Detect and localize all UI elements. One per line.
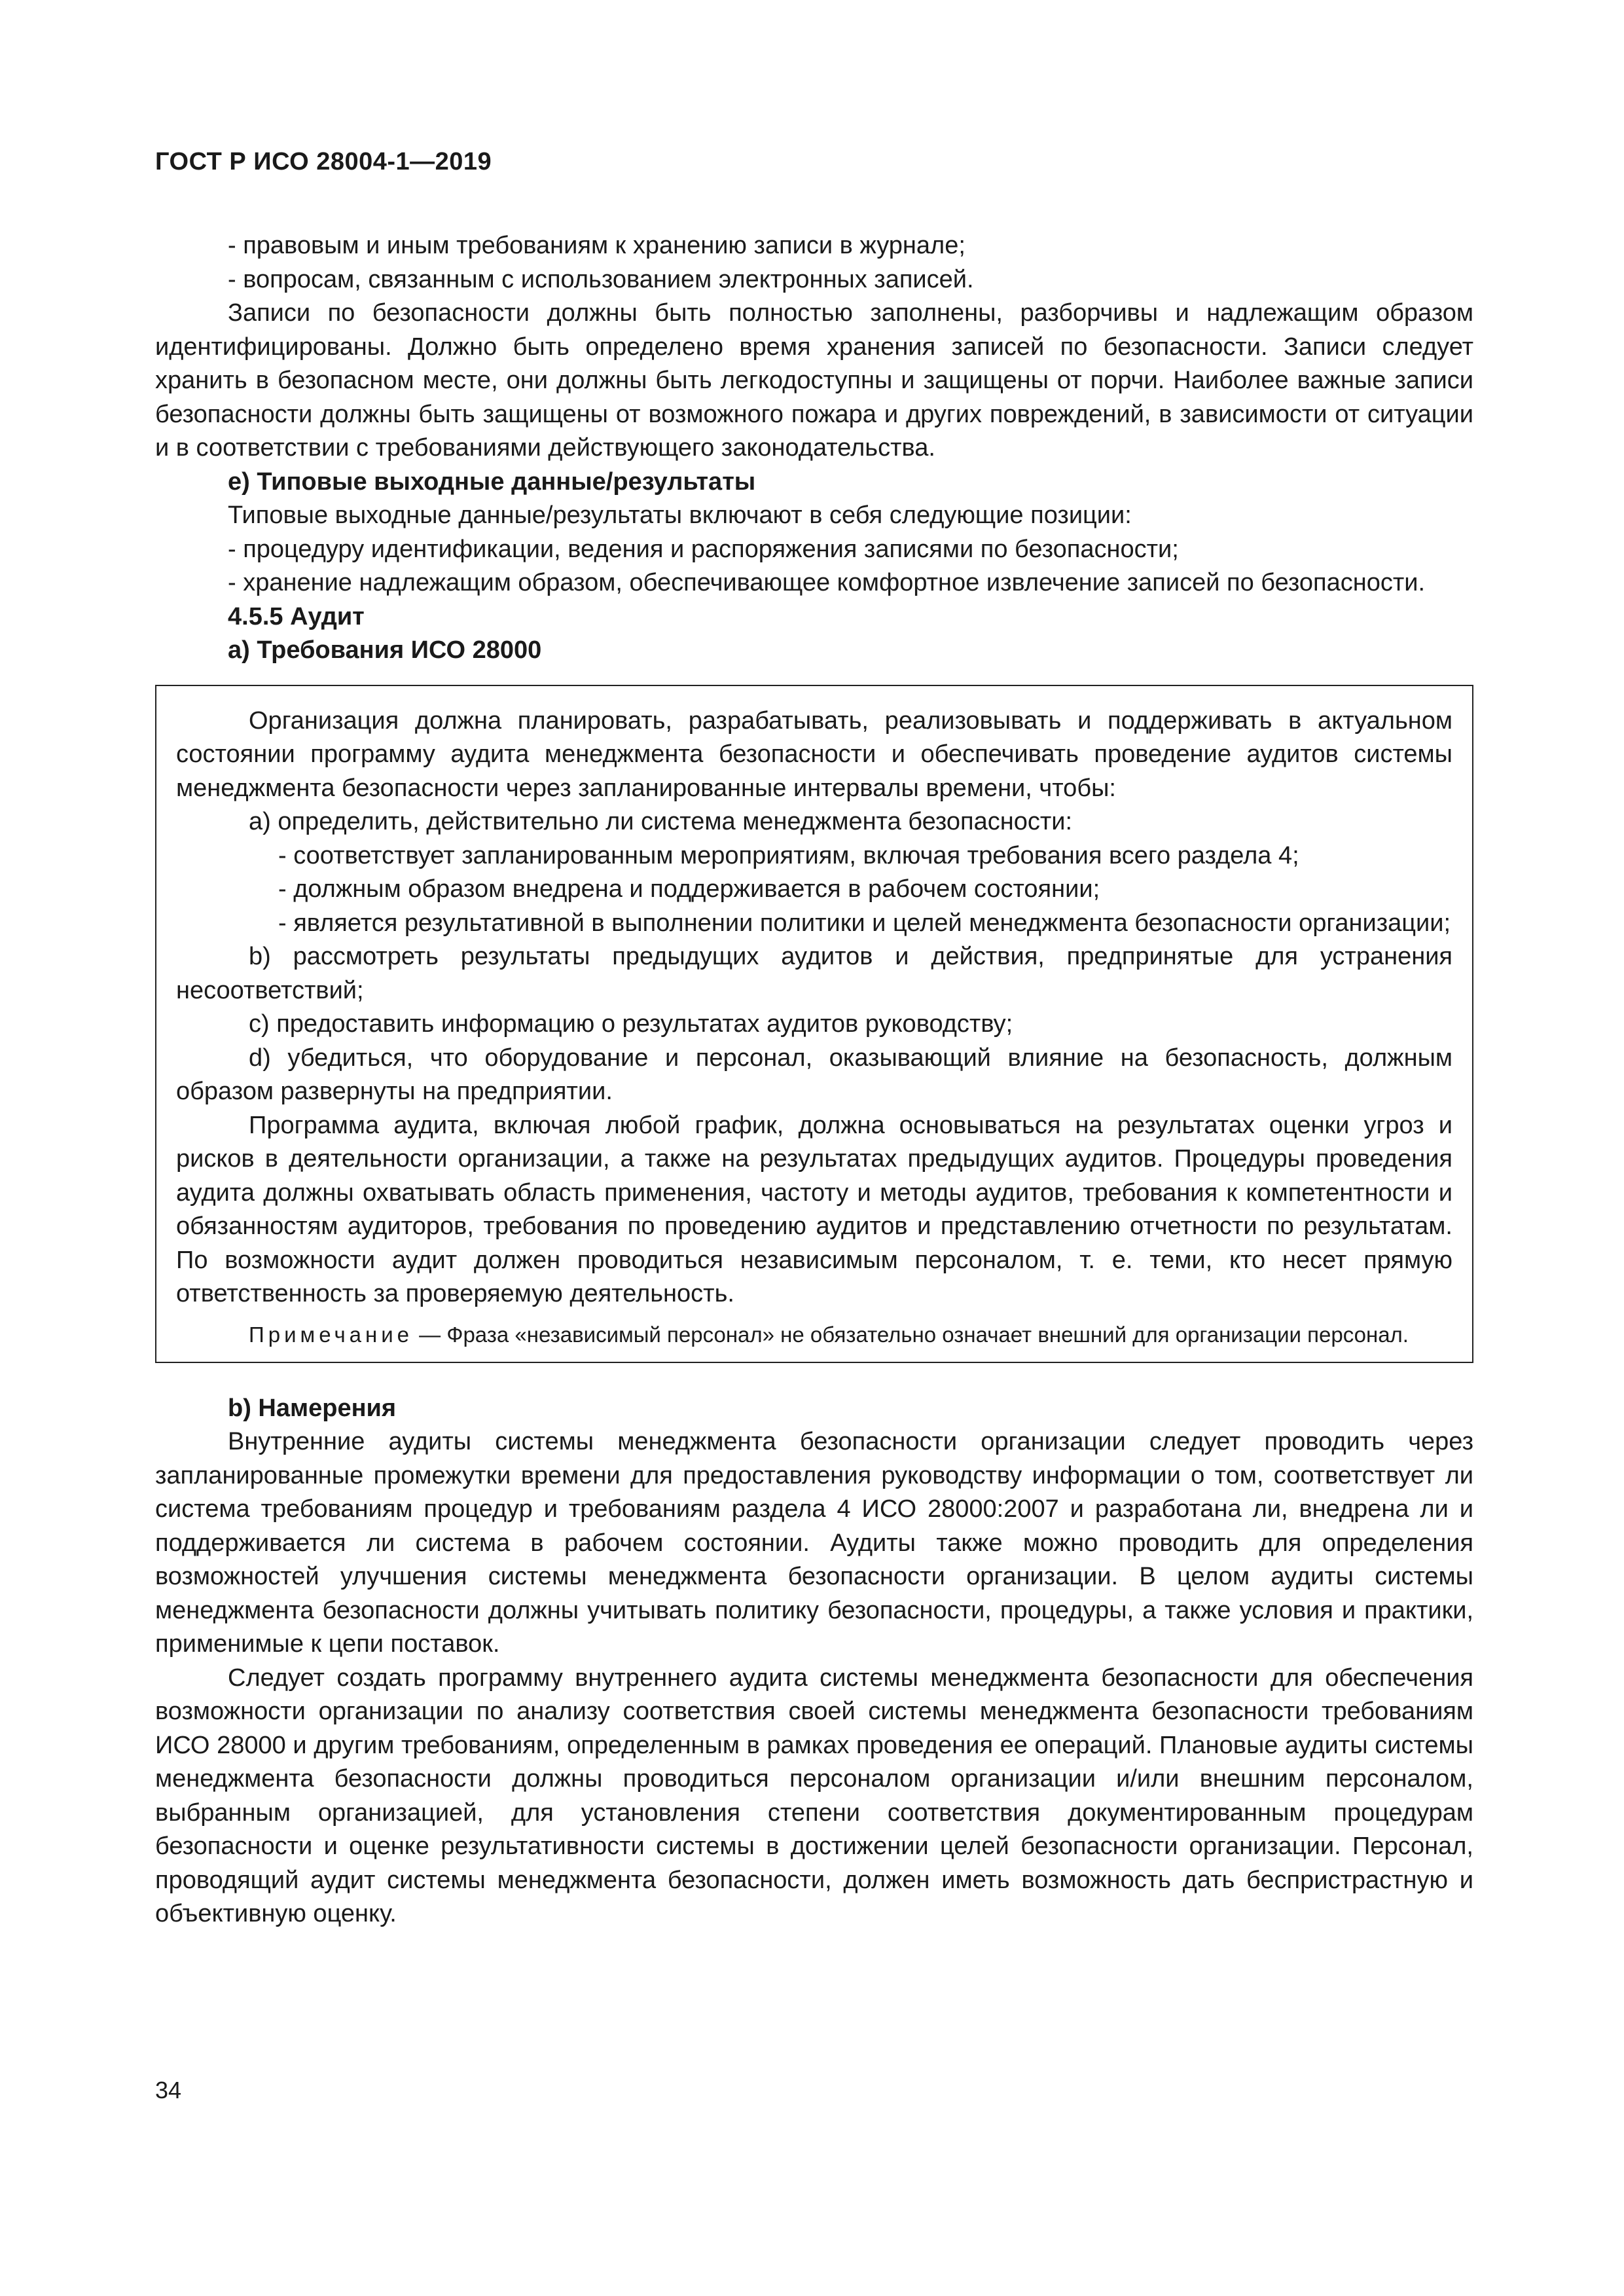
paragraph: Внутренние аудиты системы менеджмента безопасности организации следует проводить через запланированные промежутки времени для предоставления руководству информации о том, соответствует ли система требованиям процедур и требованиям раздела 4 ИСО 28000:2007 и разработана ли, внедрена ли и поддерживается ли система в рабочем состоянии. Аудиты также можно проводить для определения возможностей улучшения системы менеджмента безопасности организации. В целом аудиты системы менеджмента безопасности должны учитывать политику безопасности, процедуры, а также условия и практики, применимые к цепи поставок. (155, 1428, 1473, 1658)
page-number: 34 (155, 2077, 182, 2104)
paragraph: Следует создать программу внутреннего аудита системы менеджмента безопасности для обеспечения возможности организации по анализу соответствия своей системы менеджмента безопасности требованиям ИСО 28000 и другим требованиям, определенным в рамках проведения ее операций. Плановые аудиты системы менеджмента безопасности должны проводиться персоналом организации и/или внешним персоналом, выбранным организацией, для установления степени соответствия документированным процедурам безопасности и оценке результативности системы в достижении целей безопасности организации. Персонал, проводящий аудит системы менеджмента безопасности, должен иметь возможность дать беспристрастную и объективную оценку. (155, 1664, 1473, 1927)
paragraph: Записи по безопасности должны быть полностью заполнены, разборчивы и надлежащим образом идентифицированы. Должно быть определено время хранения записей по безопасности. Записи следует хранить в безопасном месте, они должны быть легкодоступны и защищены от порчи. Наиболее важные записи безопасности должны быть защищены от возможного пожара и других повреждений, в зависимости от ситуации и в соответствии с требованиями действующего законодательства. (155, 299, 1473, 462)
list-item: - является результативной в выполнении политики и целей менеджмента безопасности организации; (278, 909, 1451, 937)
paragraph: Организация должна планировать, разрабатывать, реализовывать и поддерживать в актуальном состоянии программу аудита менеджмента безопасности и обеспечивать проведение аудитов системы менеджмента безопасности через запланированные интервалы времени, чтобы: (176, 706, 1453, 802)
section-heading: а) Требования ИСО 28000 (228, 636, 542, 664)
section-heading: 4.5.5 Аудит (228, 602, 365, 630)
note (176, 1321, 1453, 1349)
list-item: - вопросам, связанным с использованием электронных записей. (228, 265, 974, 293)
list-item: - должным образом внедрена и поддерживается в рабочем состоянии; (278, 875, 1100, 903)
list-item: с) предоставить информацию о результатах аудитов руководству; (249, 1010, 1013, 1038)
list-item: d) убедиться, что оборудование и персонал, оказывающий влияние на безопасность, должным образом развернуты на предприятии. (176, 1044, 1453, 1105)
list-item: - правовым и иным требованиям к хранению записи в журнале; (228, 232, 965, 259)
note-label: Примечание (249, 1322, 414, 1347)
paragraph: Типовые выходные данные/результаты включают в себя следующие позиции: (228, 501, 1132, 529)
paragraph: Программа аудита, включая любой график, должна основываться на результатах оценки угроз и рисков в деятельности организации, а также на результатах предыдущих аудитов. Процедуры проведения аудита должны охватывать область применения, частоту и методы аудитов, требования к компетентности и обязанностям аудиторов, требования по проведению аудитов и представлению отчетности по результатам. По возможности аудит должен проводиться независимым персоналом, т. е. теми, кто несет прямую ответственность за проверяемую деятельность. (176, 1111, 1453, 1307)
requirements-box (155, 685, 1473, 1363)
page-content (155, 229, 1473, 1931)
document-header: ГОСТ Р ИСО 28004-1—2019 (155, 148, 492, 175)
list-item: b) рассмотреть результаты предыдущих аудитов и действия, предпринятые для устранения несоответствий; (176, 943, 1453, 1004)
list-item: а) определить, действительно ли система менеджмента безопасности: (249, 808, 1073, 835)
section-heading: b) Намерения (228, 1394, 397, 1422)
note-text: — Фраза «независимый персонал» не обязательно означает внешний для организации персонал. (413, 1322, 1409, 1347)
list-item: - соответствует запланированным мероприятиям, включая требования всего раздела 4; (278, 841, 1299, 869)
list-item: - хранение надлежащим образом, обеспечивающее комфортное извлечение записей по безопасности. (228, 569, 1426, 596)
section-heading: е) Типовые выходные данные/результаты (228, 467, 756, 496)
list-item: - процедуру идентификации, ведения и распоряжения записями по безопасности; (228, 535, 1179, 563)
